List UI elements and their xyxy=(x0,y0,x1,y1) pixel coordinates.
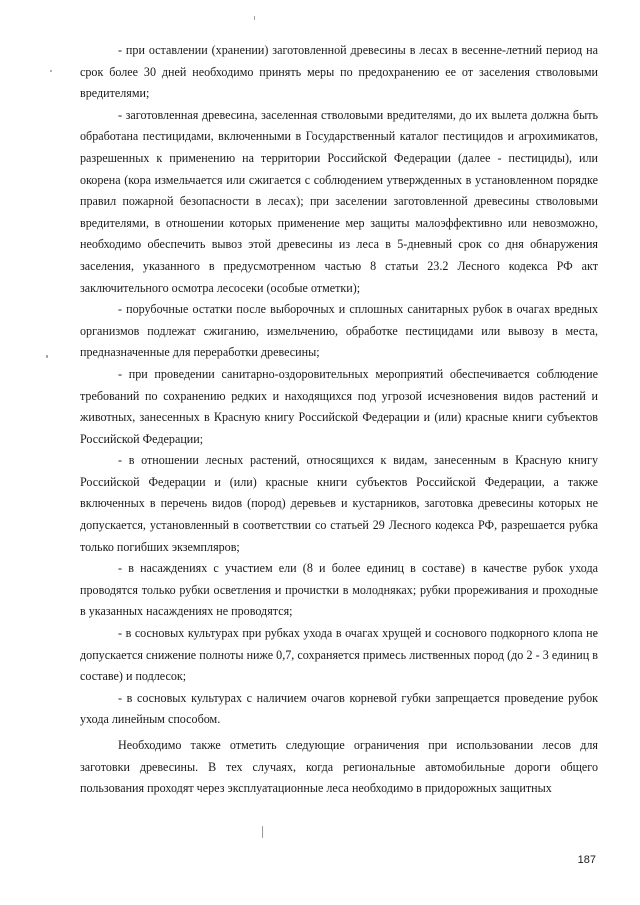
paragraph: - в сосновых культурах при рубках ухода в очагах хрущей и соснового подкорного клопа не допускается снижение полноты ниже 0,7, сохраняется примесь лиственных пород (до 2 - 3 единиц в составе) и подлесок; xyxy=(80,626,598,684)
paragraph: - при оставлении (хранении) заготовленной древесины в лесах в весенне-летний период на срок более 30 дней необходимо принять меры по предохранению ее от заселения стволовыми вредителями; xyxy=(80,43,598,101)
body-text xyxy=(80,40,598,800)
paragraph: - порубочные остатки после выборочных и сплошных санитарных рубок в очагах вредных организмов подлежат сжиганию, измельчению, обработке пестицидами или вывозу в места, предназначенные для переработки древесины; xyxy=(80,302,598,360)
paragraph: - в насаждениях с участием ели (8 и более единиц в составе) в качестве рубок ухода проводятся только рубки осветления и прочистки в молодняках; рубки прореживания и проходные в указанных насаждениях не проводятся; xyxy=(80,561,598,619)
paragraph: Необходимо также отметить следующие ограничения при использовании лесов для заготовки древесины. В тех случаях, когда региональные автомобильные дороги общего пользования проходят через эксплуатационные леса необходимо в придорожных защитных xyxy=(80,738,598,796)
scan-speck xyxy=(254,16,255,20)
page-number: 187 xyxy=(577,854,596,866)
paragraph: - в сосновых культурах с наличием очагов корневой губки запрещается проведение рубок ухода линейным способом. xyxy=(80,690,598,727)
scan-speck xyxy=(46,355,48,358)
scan-speck xyxy=(262,826,263,838)
scan-speck xyxy=(50,70,52,72)
paragraph: - заготовленная древесина, заселенная стволовыми вредителями, до их вылета должна быть обработана пестицидами, включенными в Государственный каталог пестицидов и агрохимикатов, разрешенных к применению на территории Российской Федерации (далее - пестициды), или окорена (кора измельчается или сжигается с соблюдением утвержденных в установленном порядке правил пожарной безопасности в лесах); при заселении заготовленной древесины стволовыми вредителями, в отношении которых применение мер защиты малоэффективно или невозможно, необходимо обеспечить вывоз этой древесины из леса в 5-дневный срок со дня обнаружения заселения, указанного в предусмотренном частью 8 статьи 23.2 Лесного кодекса РФ акт заключительного осмотра лесосеки (особые отметки); xyxy=(80,107,598,295)
paragraph: - при проведении санитарно-оздоровительных мероприятий обеспечивается соблюдение требований по сохранению редких и находящихся под угрозой исчезновения видов растений и животных, занесенных в Красную книгу Российской Федерации и (или) красные книги субъектов Российской Федерации; xyxy=(80,366,598,446)
paragraph: - в отношении лесных растений, относящихся к видам, занесенным в Красную книгу Российской Федерации и (или) красные книги субъектов Российской Федерации, а также включенных в перечень видов (пород) деревьев и кустарников, заготовка древесины которых не допускается, установленный в соответствии со статьей 29 Лесного кодекса РФ, разрешается рубка только погибших экземпляров; xyxy=(80,453,598,554)
